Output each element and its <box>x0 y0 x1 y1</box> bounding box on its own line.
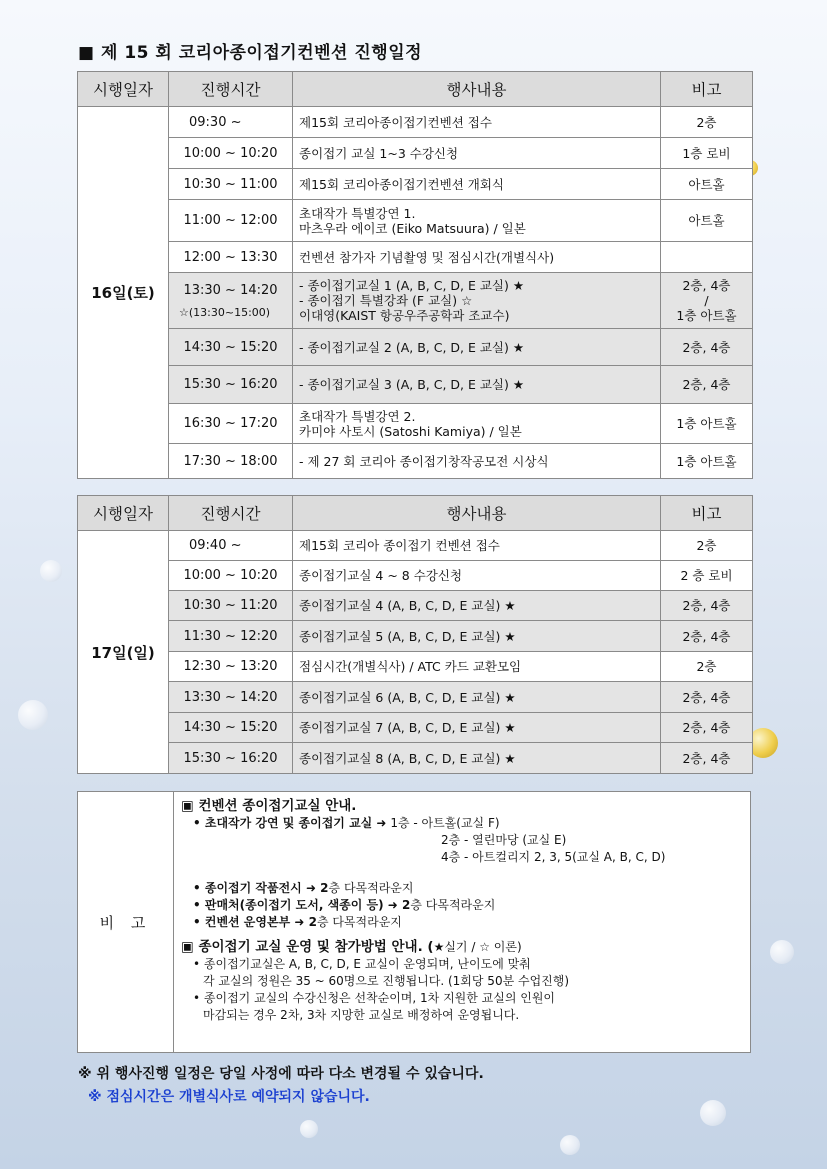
note-cell: 1층 아트홀 <box>661 404 753 444</box>
time-text: 16:30 ~ 17:20 <box>183 416 278 431</box>
header-event: 행사내용 <box>293 496 661 531</box>
time-text: 14:30 ~ 15:20 <box>183 720 278 735</box>
event-cell: 제15회 코리아 종이접기 컨벤션 접수 <box>293 531 661 561</box>
time-text: 12:30 ~ 13:20 <box>183 659 278 674</box>
exhibit-label: • 종이접기 작품전시 ➜ 2 <box>193 881 329 895</box>
time-text: 12:00 ~ 13:30 <box>183 249 278 265</box>
hq-line <box>181 914 746 931</box>
guest-floor-2: 2층 - 열린마당 (교실 E) <box>441 833 567 847</box>
time-text: 10:00 ~ 10:20 <box>183 145 278 161</box>
guest-label: • 초대작가 강연 및 종이접기 교실 ➜ <box>193 816 387 830</box>
decor-bubble <box>40 560 62 582</box>
note-cell: 2층, 4층 <box>661 591 753 621</box>
table-row <box>78 591 753 621</box>
hq-location: 층 다목적라운지 <box>316 915 402 929</box>
notes-heading-2: ▣ 종이접기 교실 운영 및 참가방법 안내. ( <box>181 939 434 955</box>
table-row <box>78 242 753 273</box>
time-text: 14:30 ~ 15:20 <box>183 339 278 355</box>
time-cell <box>169 169 293 200</box>
time-text: 10:30 ~ 11:00 <box>183 176 278 192</box>
time-text: 13:30 ~ 14:20 <box>183 689 278 705</box>
exhibit-location: 층 다목적라운지 <box>328 881 414 895</box>
note-cell: 2층, 4층 <box>661 743 753 774</box>
table-row <box>78 743 753 774</box>
time-text: 09:40 ~ <box>189 538 242 553</box>
note-cell: 2층 <box>661 531 753 561</box>
guest-floor-3: 4층 - 아트컬리지 2, 3, 5(교실 A, B, C, D) <box>441 850 666 864</box>
notes-paragraph-1a: • 종이접기교실은 A, B, C, D, E 교실이 운영되며, 난이도에 맞춰 <box>193 957 531 971</box>
time-text: 09:30 ~ <box>189 114 242 130</box>
time-text: 13:30 ~ 14:20 <box>183 282 278 298</box>
event-cell: 제15회 코리아종이접기컨벤션 접수 <box>293 107 661 138</box>
notes-label: 비 고 <box>78 792 174 1052</box>
note-cell: 2층, 4층 <box>661 682 753 713</box>
time-cell <box>169 200 293 242</box>
table-row <box>78 200 753 242</box>
table-row <box>78 713 753 743</box>
time-cell <box>169 743 293 774</box>
note-cell: 2층 <box>661 107 753 138</box>
note-cell: 2층, 4층 <box>661 713 753 743</box>
table-row <box>78 682 753 713</box>
event-cell: 점심시간(개별식사) / ATC 카드 교환모임 <box>293 652 661 682</box>
note-cell: 2 층 로비 <box>661 561 753 591</box>
event-cell: - 제 27 회 코리아 종이접기창작공모전 시상식 <box>293 444 661 479</box>
header-event: 행사내용 <box>293 72 661 107</box>
time-cell <box>169 621 293 652</box>
event-cell: 종이접기교실 5 (A, B, C, D, E 교실) ★ <box>293 621 661 652</box>
time-text: 17:30 ~ 18:00 <box>183 453 278 469</box>
exhibit-line <box>181 880 746 897</box>
note-cell: 2층, 4층 <box>661 621 753 652</box>
schedule-table-day2 <box>77 495 753 774</box>
time-cell <box>169 366 293 404</box>
date-cell: 16일(토) <box>78 107 169 479</box>
note-cell: 2층 <box>661 652 753 682</box>
time-cell <box>169 107 293 138</box>
event-cell: 컨벤션 참가자 기념촬영 및 점심시간(개별식사) <box>293 242 661 273</box>
notes-heading-2-line <box>181 939 746 956</box>
notes-heading-2-legend: ★실기 / ☆ 이론) <box>433 940 522 954</box>
event-cell: 종이접기교실 8 (A, B, C, D, E 교실) ★ <box>293 743 661 774</box>
header-time: 진행시간 <box>169 496 293 531</box>
time-subnote: ☆(13:30~15:00) <box>179 305 271 319</box>
time-cell <box>169 652 293 682</box>
time-cell <box>169 591 293 621</box>
notes-paragraph-2a: • 종이접기 교실의 수강신청은 선착순이며, 1차 지원한 교실의 인원이 <box>193 991 556 1005</box>
time-text: 11:30 ~ 12:20 <box>183 628 278 644</box>
time-cell <box>169 561 293 591</box>
hq-label: • 컨벤션 운영본부 ➜ 2 <box>193 915 317 929</box>
event-cell: 종이접기교실 4 ~ 8 수강신청 <box>293 561 661 591</box>
decor-bubble <box>560 1135 580 1155</box>
time-text: 10:00 ~ 10:20 <box>183 568 278 583</box>
page-title: ■ 제 15 회 코리아종이접기컨벤션 진행일정 <box>78 43 423 63</box>
time-cell <box>169 713 293 743</box>
time-text: 10:30 ~ 11:20 <box>183 598 278 613</box>
header-note: 비고 <box>661 496 753 531</box>
event-cell: - 종이접기교실 3 (A, B, C, D, E 교실) ★ <box>293 366 661 404</box>
table-row <box>78 561 753 591</box>
event-cell: 종이접기교실 7 (A, B, C, D, E 교실) ★ <box>293 713 661 743</box>
time-cell <box>169 138 293 169</box>
seller-label: • 판매처(종이접기 도서, 색종이 등) ➜ 2 <box>193 898 411 912</box>
note-cell: 2층, 4층 / 1층 아트홀 <box>661 273 753 329</box>
table-row <box>78 652 753 682</box>
table-row <box>78 107 753 138</box>
guest-floor-1: 1층 - 아트홀(교실 F) <box>386 816 500 830</box>
decor-bubble <box>770 940 794 964</box>
event-cell: 초대작가 특별강연 1. 마츠우라 에이코 (Eiko Matsuura) / 일본 <box>293 200 661 242</box>
decor-bubble <box>300 1120 318 1138</box>
notes-box <box>77 791 751 1053</box>
header-note: 비고 <box>661 72 753 107</box>
time-cell <box>169 329 293 366</box>
event-cell: 종이접기교실 6 (A, B, C, D, E 교실) ★ <box>293 682 661 713</box>
table-header-row <box>78 496 753 531</box>
time-cell <box>169 531 293 561</box>
header-date: 시행일자 <box>78 72 169 107</box>
time-cell <box>169 682 293 713</box>
date-cell: 17일(일) <box>78 531 169 774</box>
notes-paragraph-2b: 마감되는 경우 2차, 3차 지망한 교실로 배정하여 운영됩니다. <box>203 1008 520 1022</box>
note-cell: 2층, 4층 <box>661 366 753 404</box>
guest-line <box>181 815 746 832</box>
footer-lunch-notice: ※ 점심시간은 개별식사로 예약되지 않습니다. <box>88 1089 370 1105</box>
table-row <box>78 138 753 169</box>
table-row <box>78 329 753 366</box>
time-cell <box>169 444 293 479</box>
event-cell: 제15회 코리아종이접기컨벤션 개회식 <box>293 169 661 200</box>
event-cell: 초대작가 특별강연 2. 카미야 사토시 (Satoshi Kamiya) / 일본 <box>293 404 661 444</box>
note-cell: 2층, 4층 <box>661 329 753 366</box>
note-cell: 1층 로비 <box>661 138 753 169</box>
notes-body <box>181 798 746 1024</box>
note-cell: 1층 아트홀 <box>661 444 753 479</box>
table-row <box>78 621 753 652</box>
table-row <box>78 531 753 561</box>
time-text: 15:30 ~ 16:20 <box>183 377 278 392</box>
table-row <box>78 444 753 479</box>
decor-bubble <box>18 700 48 730</box>
note-cell: 아트홀 <box>661 169 753 200</box>
time-cell <box>169 242 293 273</box>
seller-line <box>181 897 746 914</box>
table-row <box>78 404 753 444</box>
time-cell <box>169 273 293 329</box>
table-row <box>78 366 753 404</box>
time-text: 15:30 ~ 16:20 <box>183 750 278 766</box>
schedule-table-day1 <box>77 71 753 479</box>
table-row <box>78 273 753 329</box>
event-cell: 종이접기 교실 1~3 수강신청 <box>293 138 661 169</box>
time-text: 11:00 ~ 12:00 <box>183 213 278 228</box>
event-cell: 종이접기교실 4 (A, B, C, D, E 교실) ★ <box>293 591 661 621</box>
note-cell <box>661 242 753 273</box>
event-cell: - 종이접기교실 2 (A, B, C, D, E 교실) ★ <box>293 329 661 366</box>
table-header-row <box>78 72 753 107</box>
header-date: 시행일자 <box>78 496 169 531</box>
time-cell <box>169 404 293 444</box>
header-time: 진행시간 <box>169 72 293 107</box>
event-cell: - 종이접기교실 1 (A, B, C, D, E 교실) ★ - 종이접기 특별강좌 (F 교실) ☆ 이대영(KAIST 항공우주공학과 조교수) <box>293 273 661 329</box>
notes-paragraph-1b: 각 교실의 정원은 35 ~ 60명으로 진행됩니다. (1회당 50분 수업진행) <box>203 974 570 988</box>
decor-bubble <box>700 1100 726 1126</box>
table-row <box>78 169 753 200</box>
footer-notice: ※ 위 행사진행 일정은 당일 사정에 따라 다소 변경될 수 있습니다. <box>78 1066 484 1082</box>
notes-heading-1: ▣ 컨벤션 종이접기교실 안내. <box>181 798 357 814</box>
note-cell: 아트홀 <box>661 200 753 242</box>
seller-location: 층 다목적라운지 <box>410 898 496 912</box>
